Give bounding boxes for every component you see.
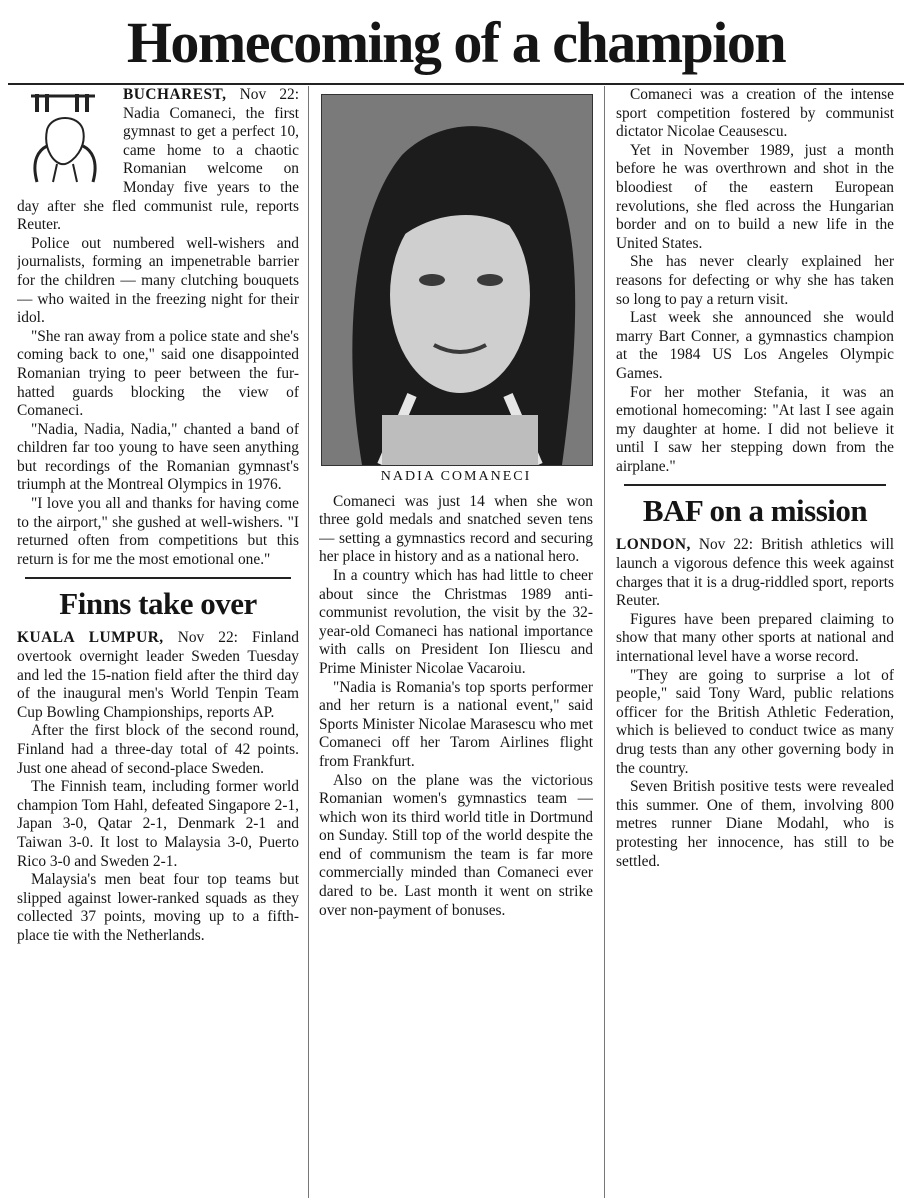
dateline-bucharest: BUCHAREST, — [123, 86, 227, 103]
paragraph: "Nadia, Nadia, Nadia," chanted a band of children far too young to have seen anything but recordings of the Romanian gymnast's triumph at the Montreal Olympics in 1976. — [17, 420, 299, 494]
paragraph: Malaysia's men beat four top teams but slipped against lower-ranked squads as they collected 37 points, moving up to a fifth-place tie with the Netherlands. — [17, 871, 299, 944]
paragraph: "Nadia is Romania's top sports performer and her return is a national event," said Sports Minister Nicolae Marasescu who met Comaneci off her Tarom Airlines flight from Frankfurt. — [319, 678, 593, 770]
paragraph: "She ran away from a police state and she's coming back to one," said one disappointed Romanian trying to peer between the fur-hatted guards blocking the view of Comaneci. — [17, 327, 299, 420]
dateline-london: LONDON, — [616, 536, 691, 554]
paragraph: Nov 22: Nadia Comaneci, the first gymnast to get a perfect 10, came home to a chaotic Romanian welcome on Monday five years to the day after she fled communist rule, reports Reuter. — [17, 86, 299, 234]
paragraph: Yet in November 1989, just a month before he was overthrown and shot in the bloodiest of the eastern European revolutions, she fled across the Hungarian border and on to build a new life in the United States. — [616, 141, 894, 252]
comaneci-photo — [321, 94, 593, 466]
paragraph: Comaneci was a creation of the intense sport competition fostered by communist dictator Nicolae Ceausescu. — [616, 86, 894, 141]
gymnast-logo-icon — [17, 90, 113, 186]
paragraph: Figures have been prepared claiming to show that many other sports at national and international level have a worse record. — [616, 610, 894, 666]
paragraph: Last week she announced she would marry Bart Conner, a gymnastics champion at the 1984 US Los Angeles Olympic Games. — [616, 309, 894, 382]
paragraph: Also on the plane was the victorious Romanian women's gymnastics team — which won its third world title in Dortmund on Sunday. Still top of the world despite the end of communism the team is far more commercially minded than Comaneci ever dared to be. Last month it went on strike over non-payment of bonuses. — [319, 771, 593, 919]
headline: Homecoming of a champion — [126, 10, 786, 75]
dateline-kuala-lumpur: KUALA LUMPUR, — [17, 629, 164, 647]
paragraph: Seven British positive tests were revealed this summer. One of them, involving 800 metres runner Diane Modahl, who is protesting her innocence, has still to be settled. — [616, 778, 894, 870]
paragraph: Nov 22: Finland overtook overnight leader Sweden Tuesday and led the 15-nation field after the third day of the inaugural men's World Tenpin Team Cup Bowling Championships, reports AP. — [17, 629, 299, 721]
paragraph: For her mother Stefania, it was an emotional homecoming: "At last I see again my daughter at home. I did not believe it until I saw her stepping down from the airplane." — [616, 383, 894, 475]
section-rule — [624, 484, 886, 486]
paragraph: Police out numbered well-wishers and journalists, forming an impenetrable barrier for the children — many clutching bouquets — who waited in the freezing night for their idol. — [17, 234, 299, 327]
baf-headline: BAF on a mission — [642, 493, 868, 529]
paragraph: Comaneci was just 14 when she won three gold medals and snatched seven tens — setting a gymnastics record and securing her place in history and as a national hero. — [319, 492, 593, 566]
headline-rule — [8, 83, 904, 85]
column-1 — [17, 86, 299, 1200]
column-2 — [319, 86, 593, 1200]
paragraph: She has never clearly explained her reasons for defecting or why she has taken so long to pay a return visit. — [616, 253, 894, 308]
paragraph: Nov 22: British athletics will launch a vigorous defence this week against charges that it is a drug-riddled sport, reports Reuter. — [616, 536, 894, 610]
paragraph: In a country which has had little to cheer about since the Christmas 1989 anti-communist revolution, the visit by the 32-year-old Comaneci has national importance with calls on President Ion Iliescu and Prime Minister Nicolae Vacaroiu. — [319, 566, 593, 677]
photo-caption: NADIA COMANECI — [380, 469, 532, 484]
section-rule — [25, 577, 291, 579]
paragraph: The Finnish team, including former world champion Tom Hahl, defeated Singapore 2-1, Japan 3-0, Qatar 2-1, Denmark 2-1 and Taiwan 3-0. It lost to Malaysia 3-0, Puerto Rico 3-0 and Sweden 2-1. — [17, 778, 299, 870]
paragraph: After the first block of the second round, Finland had a three-day total of 42 points. Just one ahead of second-place Sweden. — [17, 722, 299, 777]
column-divider — [604, 86, 605, 1198]
paragraph: "I love you all and thanks for having come to the airport," she gushed at well-wishers. "I returned often from competitions but this return is for me the most emotional one." — [17, 495, 299, 568]
finns-headline: Finns take over — [59, 586, 257, 622]
column-divider — [308, 86, 309, 1198]
paragraph: "They are going to surprise a lot of people," said Tony Ward, public relations officer for the British Athletic Federation, which is believed to conduct twice as many drug tests than any other governing body in the country. — [616, 666, 894, 777]
column-3 — [616, 86, 894, 1200]
